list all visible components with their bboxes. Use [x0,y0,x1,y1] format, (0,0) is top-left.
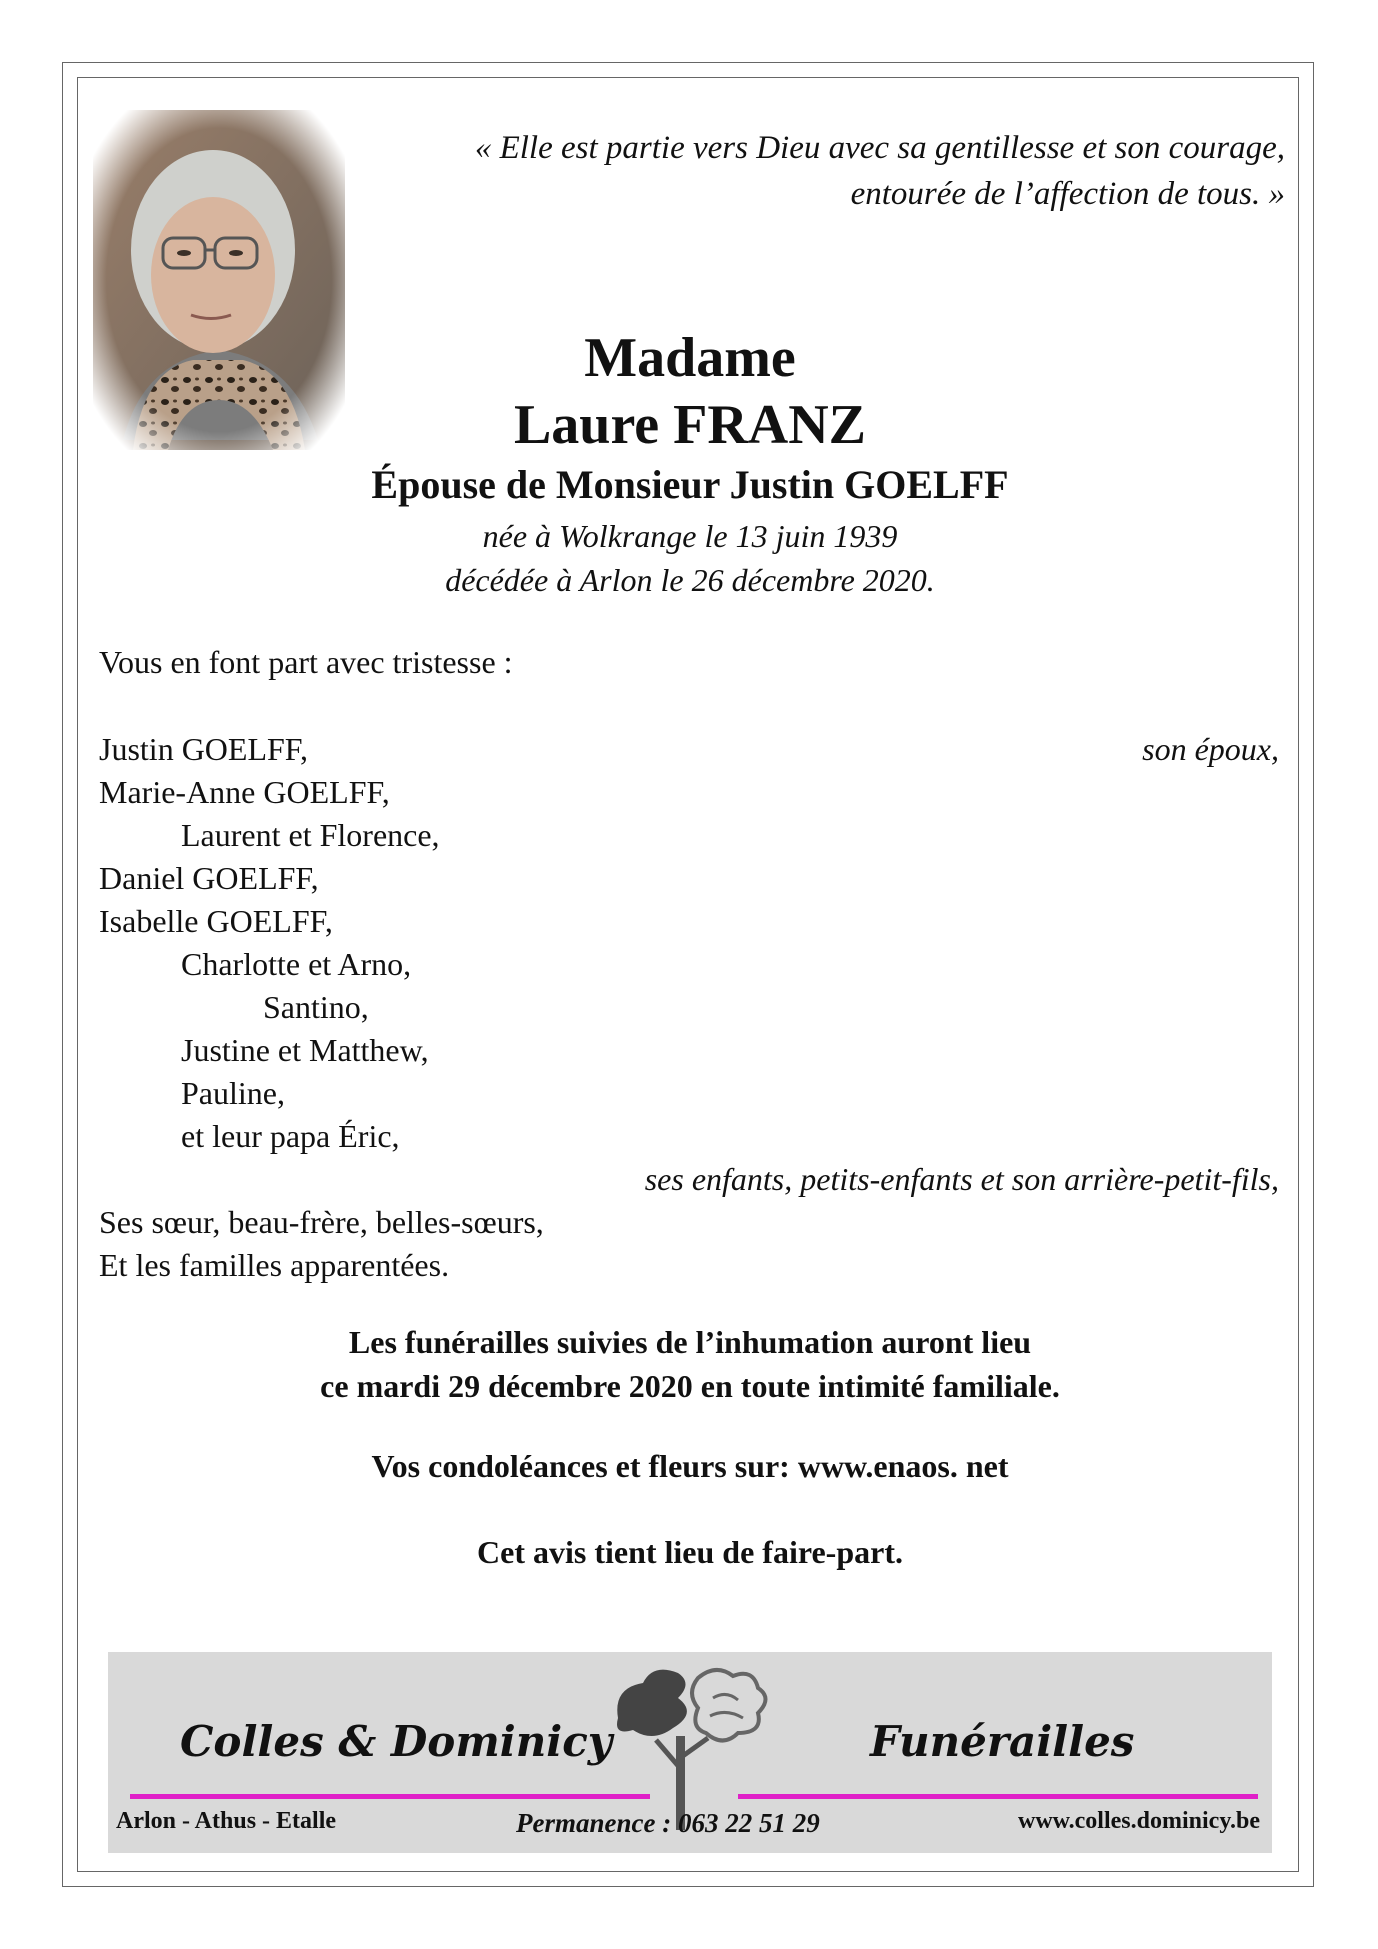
family-line: Santino, [263,989,369,1025]
deceased-name: Laure FRANZ [513,394,867,456]
family-line: Laurent et Florence, [181,817,440,853]
family-line: Isabelle GOELFF, [99,903,333,939]
family-line: Justine et Matthew, [181,1032,429,1068]
family-line: Et les familles apparentées. [99,1247,450,1283]
family-line: Daniel GOELFF, [99,860,319,896]
announcement-intro: Vous en font part avec tristesse : [99,644,513,680]
relation-label: son époux, [1142,731,1279,767]
accent-line-right [738,1794,1258,1799]
condolences-line: Vos condoléances et fleurs sur: www.enaos. net [371,1448,1009,1484]
birth-line: née à Wolkrange le 13 juin 1939 [482,518,898,554]
family-line: Marie-Anne GOELFF, [99,774,390,810]
permanence-phone: Permanence : 063 22 51 29 [516,1808,820,1838]
accent-line-left [130,1794,650,1799]
funeral-home-banner [108,1652,1272,1853]
website-link[interactable]: www.colles.dominicy.be [1017,1808,1260,1834]
deceased-title: Madame [584,327,796,389]
family-list [99,728,1279,1287]
family-line [99,728,1279,771]
relation-label: ses enfants, petits-enfants et son arrière-petit-fils, [644,1161,1279,1197]
quote [325,125,1285,217]
family-line: Ses sœur, beau-frère, belles-sœurs, [99,1204,544,1240]
brand-suffix: Funérailles [870,1717,1135,1766]
death-line: décédée à Arlon le 26 décembre 2020. [445,562,935,598]
family-line: et leur papa Éric, [181,1118,400,1154]
family-member: Justin GOELFF, [99,731,309,767]
quote-line-2: entourée de l’affection de tous. » [850,176,1285,212]
quote-line-1: « Elle est partie vers Dieu avec sa gentillesse et son courage, [474,130,1285,166]
spouse-line: Épouse de Monsieur Justin GOELFF [371,462,1009,507]
family-line [99,1158,1279,1201]
funeral-line-2: ce mardi 29 décembre 2020 en toute intimité familiale. [320,1368,1060,1404]
family-line: Charlotte et Arno, [181,946,412,982]
brand-name: Colles & Dominicy [180,1717,613,1766]
family-line: Pauline, [181,1075,285,1111]
funeral-line-1: Les funérailles suivies de l’inhumation auront lieu [348,1324,1032,1360]
notice-line: Cet avis tient lieu de faire-part. [477,1534,903,1570]
locations: Arlon - Athus - Etalle [116,1808,337,1834]
